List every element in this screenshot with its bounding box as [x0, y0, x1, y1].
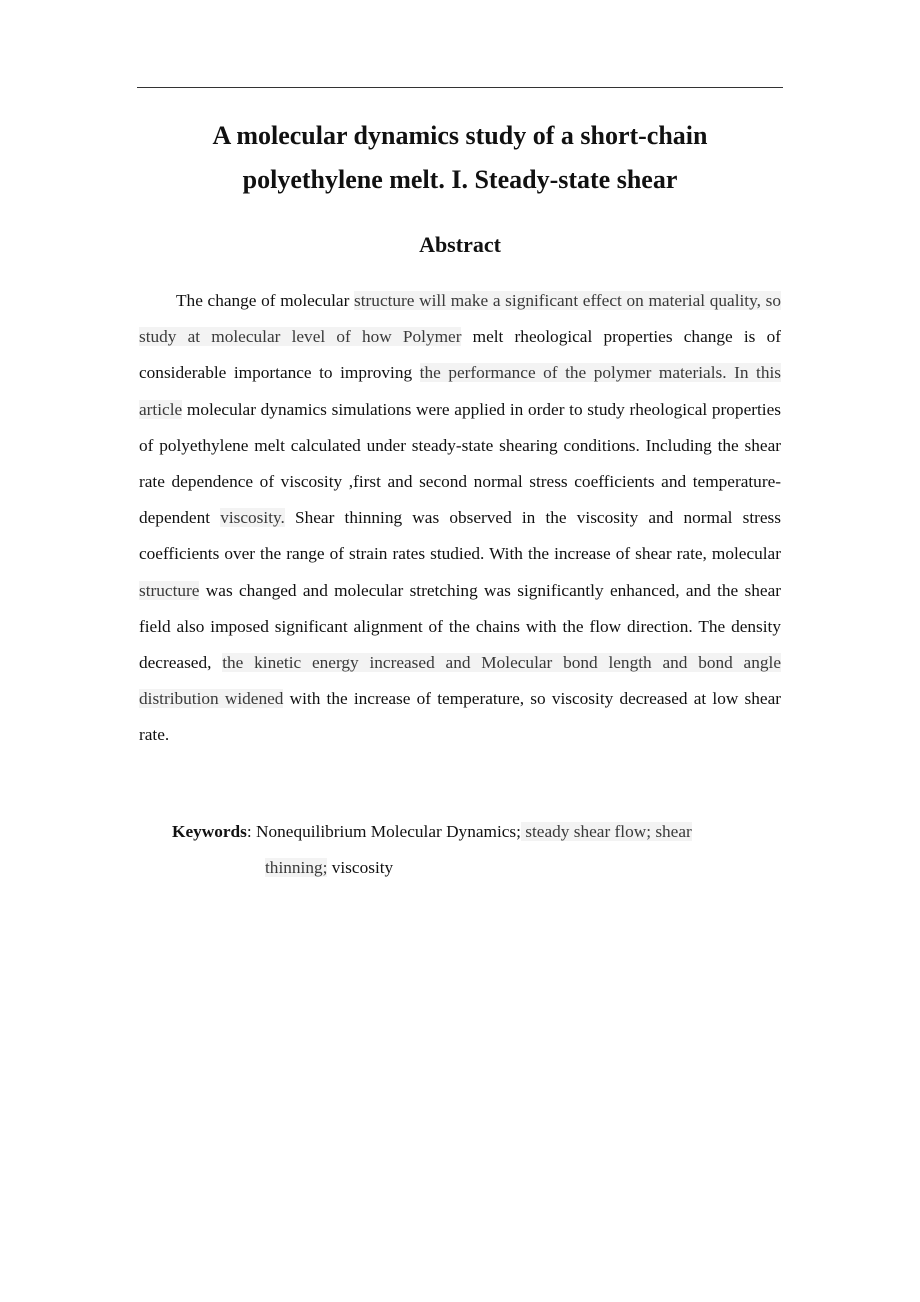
abstract-segment: The change of molecular [176, 291, 355, 310]
keywords-separator: : [246, 822, 257, 841]
abstract-segment: was changed and molecular stretching was significantly enhanced, and the shear field also imposed significant alignment of the chains with the flow direction. The density decreased, [139, 580, 781, 673]
keywords-label: Keywords [172, 822, 247, 841]
paper-title-line-2: polyethylene melt. I. Steady-state shear [242, 165, 678, 194]
paper-title-line-1: A molecular dynamics study of a short-chain [212, 121, 708, 150]
paper-title [137, 114, 783, 202]
abstract-segment: with the increase of temperature, so viscosity decreased at low shear rate. [139, 689, 781, 745]
abstract-segment-highlighted: the kinetic energy increased and Molecular bond length and bond angle distribution widened [139, 653, 781, 709]
abstract-segment-highlighted: viscosity. [220, 508, 285, 528]
abstract-segment: Shear thinning was observed in the viscosity and normal stress coefficients over the range of strain rates studied. With the increase of shear rate, molecular [139, 508, 781, 564]
keyword-item-highlighted: steady shear flow; shear [520, 822, 692, 841]
keyword-item: viscosity [327, 858, 394, 877]
abstract-heading: Abstract [419, 232, 501, 257]
abstract-segment-highlighted: structure will make a significant effect on material quality, so study at molecular level of how Polymer [139, 291, 781, 347]
abstract-segment: molecular dynamics simulations were applied in order to study rheological properties of polyethylene melt calculated under steady-state shearing conditions. Including the shear rate dependence of viscosity ,first and second normal stress coefficients and temperature-dependent [139, 399, 781, 528]
abstract-segment-highlighted: structure [139, 580, 200, 600]
keyword-item-highlighted: thinning; [265, 858, 328, 877]
abstract-segment-highlighted: the performance of the polymer materials. In this article [139, 363, 781, 419]
keyword-item: Nonequilibrium Molecular Dynamics; [256, 822, 521, 841]
keywords [172, 814, 772, 886]
abstract-body [139, 283, 781, 754]
abstract-segment: melt rheological properties change is of considerable importance to improving [139, 327, 781, 383]
keywords-line-2 [172, 850, 772, 886]
top-rule [137, 87, 783, 88]
